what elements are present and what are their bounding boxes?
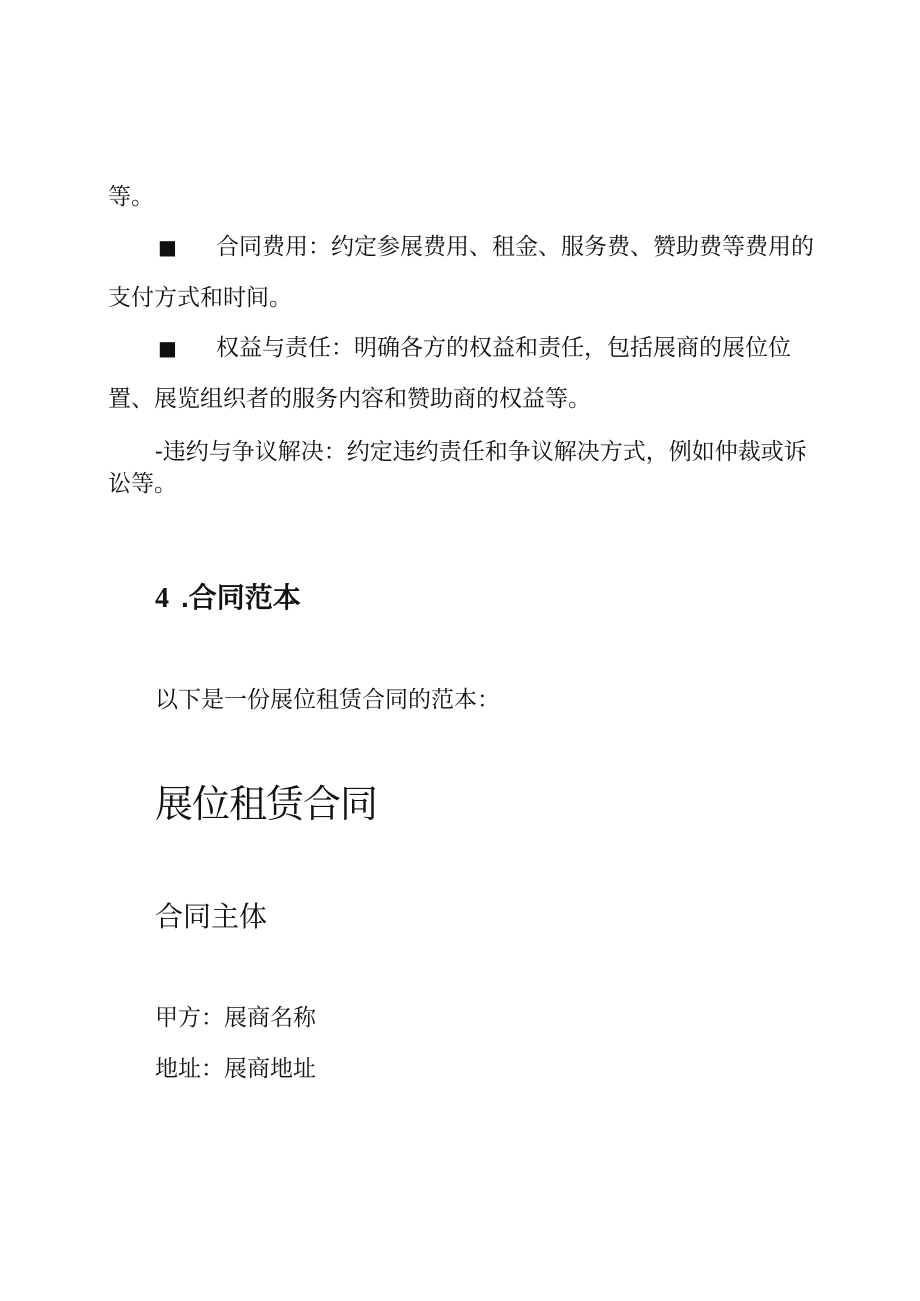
breach-text: -违约与争议解决：约定违约责任和争议解决方式，例如仲裁或诉讼等。	[108, 439, 807, 497]
party-a-field: 甲方：展商名称	[155, 1005, 316, 1031]
section-number: 4	[155, 583, 169, 614]
bullet-contract-fees	[108, 222, 824, 324]
bullet-rights	[108, 323, 824, 425]
section-title: .合同范本	[181, 582, 301, 613]
breach-paragraph	[108, 436, 824, 500]
section-intro: 以下是一份展位租赁合同的范本：	[155, 687, 500, 713]
parties-heading: 合同主体	[155, 901, 268, 932]
contract-fees-text: 合同费用：约定参展费用、租金、服务费、赞助费等费用的支付方式和时间。	[108, 234, 814, 311]
continuation-label: 等。	[108, 184, 154, 210]
section-4-heading	[155, 578, 301, 619]
continuation-text	[108, 172, 824, 223]
contract-title: 展位租赁合同	[155, 784, 378, 826]
square-bullet-icon: ■	[158, 336, 177, 360]
square-bullet-icon: ■	[158, 235, 177, 259]
rights-text: 权益与责任：明确各方的权益和责任，包括展商的展位位置、展览组织者的服务内容和赞助商的权益等。	[108, 335, 791, 412]
address-field: 地址：展商地址	[155, 1056, 316, 1082]
